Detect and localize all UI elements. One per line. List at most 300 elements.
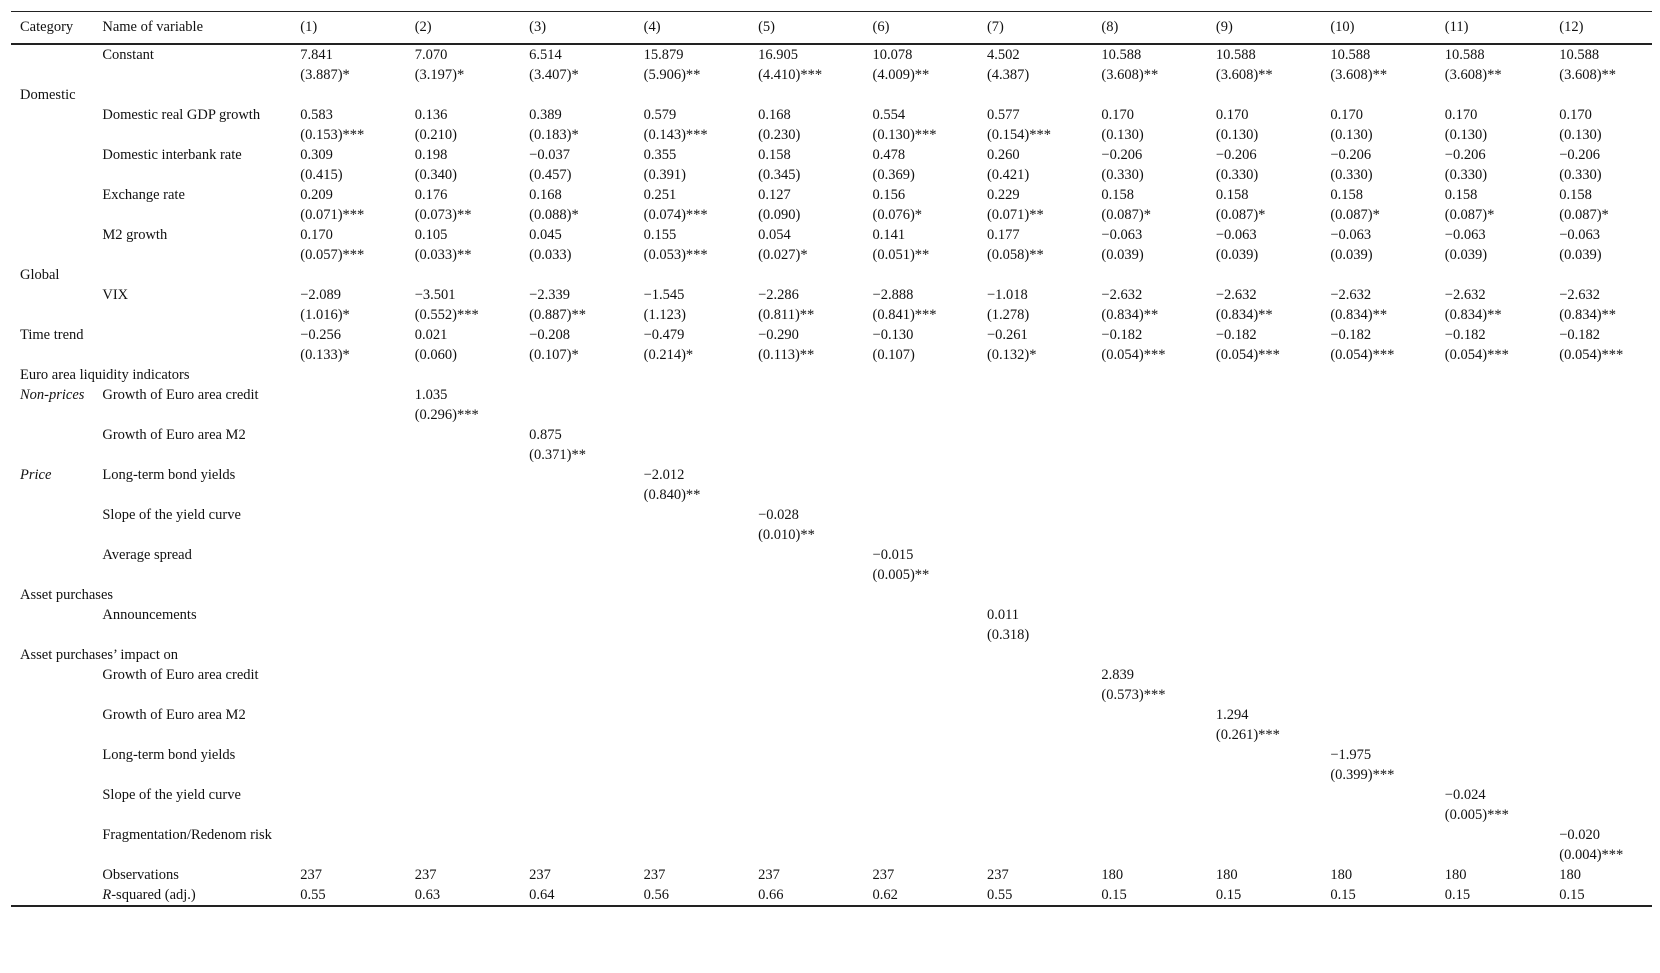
value-cell-model-4	[635, 225, 749, 265]
variable-name-cell: Growth of Euro area M2	[102, 706, 246, 723]
value-cell-model-8	[1092, 865, 1206, 885]
standard-error-value: (0.371)**	[529, 446, 586, 463]
category-cell	[11, 545, 93, 585]
value-cell-model-9	[1207, 605, 1321, 645]
standard-error-value: (0.834)**	[1444, 306, 1502, 323]
coefficient-value: 237	[414, 866, 437, 883]
value-cell-model-1	[291, 145, 405, 185]
coefficient-value: 237	[986, 866, 1009, 883]
value-cell-model-4	[635, 785, 749, 825]
standard-error-value: (0.841)***	[872, 306, 937, 323]
coefficient-value: −0.206	[1215, 146, 1257, 163]
coefficient-value: 0.155	[643, 226, 677, 243]
value-cell-model-4	[635, 505, 749, 545]
value-cell-model-3	[520, 105, 634, 145]
standard-error-value: (0.071)**	[986, 206, 1044, 223]
value-cell-model-4	[635, 105, 749, 145]
value-cell-model-4	[635, 885, 749, 906]
category-cell	[11, 425, 93, 465]
standard-error-value: (0.039)	[1330, 246, 1373, 263]
col-header-model-4: (4)	[635, 12, 749, 44]
summary-row	[11, 885, 1652, 906]
coefficient-value: −2.632	[1559, 286, 1601, 303]
standard-error-value: (0.391)	[643, 166, 686, 183]
value-cell-model-9	[1207, 665, 1321, 705]
section-row	[11, 265, 1652, 285]
value-cell-model-11	[1436, 385, 1550, 425]
value-cell-model-1	[291, 465, 405, 505]
value-cell-model-10	[1321, 705, 1435, 745]
table-row	[11, 105, 1652, 145]
coefficient-value: 0.158	[1101, 186, 1135, 203]
coefficient-value: 16.905	[758, 46, 798, 63]
value-cell-model-4	[635, 425, 749, 465]
value-cell-model-7	[978, 865, 1092, 885]
standard-error-value: (0.130)	[1330, 126, 1373, 143]
coefficient-value: 10.588	[1444, 46, 1485, 63]
value-cell-model-9	[1207, 465, 1321, 505]
standard-error-value: (3.407)*	[529, 66, 579, 83]
col-header-model-9: (9)	[1207, 12, 1321, 44]
category-cell	[11, 745, 93, 785]
value-cell-model-10	[1321, 785, 1435, 825]
variable-name-cell: Fragmentation/Redenom risk	[102, 826, 272, 843]
coefficient-value: 0.170	[1215, 106, 1249, 123]
standard-error-value: (0.005)**	[872, 566, 930, 583]
coefficient-value: −1.018	[986, 286, 1028, 303]
value-cell-model-7	[978, 825, 1092, 865]
value-cell-model-2	[406, 545, 520, 585]
coefficient-value: 0.579	[643, 106, 677, 123]
value-cell-model-6	[864, 465, 978, 505]
standard-error-value: (0.054)***	[1101, 346, 1166, 363]
value-cell-model-9	[1207, 285, 1321, 325]
value-cell-model-8	[1092, 605, 1206, 645]
coefficient-value: −0.024	[1444, 786, 1486, 803]
value-cell-model-6	[864, 705, 978, 745]
value-cell-model-6	[864, 185, 978, 225]
standard-error-value: (0.060)	[414, 346, 457, 363]
value-cell-model-3	[520, 745, 634, 785]
coefficient-value: −0.256	[300, 326, 342, 343]
value-cell-model-9	[1207, 505, 1321, 545]
coefficient-value: 0.158	[1215, 186, 1249, 203]
value-cell-model-8	[1092, 745, 1206, 785]
value-cell-model-6	[864, 385, 978, 425]
coefficient-value: −1.975	[1330, 746, 1372, 763]
standard-error-value: (0.051)**	[872, 246, 930, 263]
standard-error-value: (0.834)**	[1559, 306, 1617, 323]
value-cell-model-6	[864, 425, 978, 465]
value-cell-model-5	[749, 745, 863, 785]
value-cell-model-4	[635, 745, 749, 785]
category-cell	[11, 505, 93, 545]
category-cell: Price	[20, 466, 52, 483]
coefficient-value: 0.63	[414, 886, 441, 903]
coefficient-value: −0.063	[1215, 226, 1257, 243]
value-cell-model-11	[1436, 325, 1550, 365]
value-cell-model-2	[406, 605, 520, 645]
variable-name-cell	[93, 885, 291, 906]
value-cell-model-10	[1321, 225, 1435, 265]
coefficient-value: 0.170	[300, 226, 333, 243]
value-cell-model-2	[406, 425, 520, 465]
coefficient-value: 0.15	[1101, 886, 1127, 903]
standard-error-value: (0.054)***	[1215, 346, 1280, 363]
coefficient-value: 180	[1559, 866, 1581, 883]
coefficient-value: 0.389	[529, 106, 562, 123]
value-cell-model-5	[749, 285, 863, 325]
table-row	[11, 465, 1652, 505]
value-cell-model-8	[1092, 425, 1206, 465]
value-cell-model-11	[1436, 185, 1550, 225]
value-cell-model-5	[749, 705, 863, 745]
variable-name-cell: Domestic real GDP growth	[102, 106, 261, 123]
value-cell-model-7	[978, 545, 1092, 585]
standard-error-value: (0.330)	[1559, 166, 1602, 183]
coefficient-value: 0.021	[414, 326, 448, 343]
coefficient-value: −0.020	[1559, 826, 1601, 843]
value-cell-model-2	[406, 465, 520, 505]
value-cell-model-2	[406, 505, 520, 545]
standard-error-value: (0.421)	[986, 166, 1030, 183]
coefficient-value: 0.158	[1559, 186, 1592, 203]
col-header-model-5: (5)	[749, 12, 863, 44]
value-cell-model-7	[978, 705, 1092, 745]
value-cell-model-4	[635, 665, 749, 705]
col-header-category: Category	[11, 12, 93, 44]
coefficient-value: 0.054	[758, 226, 791, 243]
standard-error-value: (3.887)*	[300, 66, 350, 83]
value-cell-model-3	[520, 185, 634, 225]
coefficient-value: 0.15	[1215, 886, 1242, 903]
value-cell-model-7	[978, 105, 1092, 145]
value-cell-model-2	[406, 225, 520, 265]
variable-name-cell: Slope of the yield curve	[102, 786, 241, 803]
col-header-model-3: (3)	[520, 12, 634, 44]
value-cell-model-3	[520, 785, 634, 825]
coefficient-value: 237	[300, 866, 322, 883]
category-cell	[11, 865, 93, 885]
value-cell-model-5	[749, 385, 863, 425]
value-cell-model-9	[1207, 105, 1321, 145]
standard-error-value: (0.113)**	[758, 346, 815, 363]
value-cell-model-2	[406, 865, 520, 885]
category-cell	[11, 44, 93, 85]
value-cell-model-2	[406, 385, 520, 425]
value-cell-model-1	[291, 225, 405, 265]
standard-error-value: (1.016)*	[300, 306, 350, 323]
value-cell-model-7	[978, 505, 1092, 545]
value-cell-model-4	[635, 865, 749, 885]
value-cell-model-8	[1092, 545, 1206, 585]
standard-error-value: (0.074)***	[643, 206, 708, 223]
standard-error-value: (0.345)	[758, 166, 801, 183]
value-cell-model-10	[1321, 185, 1435, 225]
standard-error-value: (0.130)***	[872, 126, 937, 143]
standard-error-value: (0.087)*	[1215, 206, 1266, 223]
value-cell-model-5	[749, 885, 863, 906]
value-cell-model-3	[520, 665, 634, 705]
coefficient-value: −0.182	[1330, 326, 1372, 343]
value-cell-model-11	[1436, 44, 1550, 85]
value-cell-model-9	[1207, 425, 1321, 465]
value-cell-model-3	[520, 825, 634, 865]
value-cell-model-1	[291, 665, 405, 705]
value-cell-model-6	[864, 665, 978, 705]
section-row	[11, 585, 1652, 605]
coefficient-value: 0.168	[758, 106, 791, 123]
value-cell-model-4	[635, 385, 749, 425]
standard-error-value: (0.296)***	[414, 406, 479, 423]
standard-error-value: (0.039)	[1559, 246, 1602, 263]
standard-error-value: (0.330)	[1444, 166, 1488, 183]
value-cell-model-1	[291, 385, 405, 425]
coefficient-value: 0.127	[758, 186, 791, 203]
value-cell-model-11	[1436, 545, 1550, 585]
variable-name-cell: Domestic interbank rate	[102, 146, 242, 163]
standard-error-value: (0.054)***	[1330, 346, 1395, 363]
value-cell-model-5	[749, 225, 863, 265]
value-cell-model-5	[749, 545, 863, 585]
variable-name-cell: Growth of Euro area M2	[102, 426, 246, 443]
standard-error-value: (0.054)***	[1559, 346, 1624, 363]
value-cell-model-8	[1092, 44, 1206, 85]
value-cell-model-6	[864, 745, 978, 785]
standard-error-value: (0.130)	[1215, 126, 1259, 143]
value-cell-model-3	[520, 285, 634, 325]
standard-error-value: (3.608)**	[1559, 66, 1617, 83]
coefficient-value: 237	[872, 866, 895, 883]
table-row	[11, 425, 1652, 465]
coefficient-value: 0.309	[300, 146, 333, 163]
coefficient-value: 1.035	[414, 386, 448, 403]
standard-error-value: (0.130)	[1444, 126, 1488, 143]
standard-error-value: (1.123)	[643, 306, 686, 323]
standard-error-value: (0.054)***	[1444, 346, 1509, 363]
variable-name-cell: Long-term bond yields	[102, 746, 236, 763]
value-cell-model-9	[1207, 225, 1321, 265]
value-cell-model-5	[749, 44, 863, 85]
value-cell-model-8	[1092, 105, 1206, 145]
variable-name-cell	[93, 325, 291, 365]
value-cell-model-4	[635, 705, 749, 745]
value-cell-model-3	[520, 145, 634, 185]
standard-error-value: (0.076)*	[872, 206, 923, 223]
standard-error-value: (0.004)***	[1559, 846, 1624, 863]
table-row	[11, 44, 1652, 85]
value-cell-model-1	[291, 785, 405, 825]
coefficient-value: 0.260	[986, 146, 1020, 163]
standard-error-value: (3.197)*	[414, 66, 465, 83]
standard-error-value: (3.608)**	[1444, 66, 1502, 83]
standard-error-value: (0.087)*	[1101, 206, 1151, 223]
value-cell-model-4	[635, 285, 749, 325]
value-cell-model-1	[291, 505, 405, 545]
coefficient-value: 180	[1101, 866, 1124, 883]
value-cell-model-2	[406, 105, 520, 145]
table-row	[11, 745, 1652, 785]
standard-error-value: (0.005)***	[1444, 806, 1509, 823]
coefficient-value: 10.588	[1330, 46, 1371, 63]
value-cell-model-11	[1436, 885, 1550, 906]
value-cell-model-2	[406, 885, 520, 906]
value-cell-model-5	[749, 105, 863, 145]
standard-error-value: (0.087)*	[1330, 206, 1380, 223]
value-cell-model-5	[749, 665, 863, 705]
coefficient-value: −0.182	[1101, 326, 1143, 343]
value-cell-model-10	[1321, 745, 1435, 785]
table-row	[11, 705, 1652, 745]
value-cell-model-1	[291, 545, 405, 585]
value-cell-model-4	[635, 185, 749, 225]
value-cell-model-5	[749, 185, 863, 225]
section-label: Asset purchases	[20, 586, 114, 603]
coefficient-value: 0.158	[758, 146, 791, 163]
value-cell-model-6	[864, 44, 978, 85]
standard-error-value: (0.058)**	[986, 246, 1044, 263]
standard-error-value: (0.230)	[758, 126, 801, 143]
coefficient-value: 0.229	[986, 186, 1020, 203]
col-header-model-12: (12)	[1550, 12, 1652, 44]
standard-error-value: (3.608)**	[1215, 66, 1273, 83]
standard-error-value: (0.039)	[1444, 246, 1488, 263]
value-cell-model-4	[635, 545, 749, 585]
value-cell-model-12	[1550, 145, 1652, 185]
value-cell-model-12	[1550, 705, 1652, 745]
coefficient-value: −0.479	[643, 326, 685, 343]
standard-error-value: (3.608)**	[1330, 66, 1388, 83]
coefficient-value: 237	[758, 866, 780, 883]
table-row	[11, 605, 1652, 645]
value-cell-model-10	[1321, 885, 1435, 906]
header-row	[11, 12, 1652, 44]
coefficient-value: 0.55	[986, 886, 1013, 903]
standard-error-value: (0.330)	[1215, 166, 1259, 183]
coefficient-value: −2.632	[1101, 286, 1143, 303]
coefficient-value: 2.839	[1101, 666, 1135, 683]
value-cell-model-6	[864, 825, 978, 865]
coefficient-value: 237	[529, 866, 551, 883]
standard-error-value: (0.153)***	[300, 126, 365, 143]
value-cell-model-7	[978, 285, 1092, 325]
value-cell-model-2	[406, 325, 520, 365]
value-cell-model-2	[406, 185, 520, 225]
standard-error-value: (0.834)**	[1330, 306, 1388, 323]
value-cell-model-3	[520, 425, 634, 465]
coefficient-value: 0.198	[414, 146, 448, 163]
value-cell-model-12	[1550, 225, 1652, 265]
value-cell-model-6	[864, 145, 978, 185]
value-cell-model-12	[1550, 785, 1652, 825]
value-cell-model-7	[978, 785, 1092, 825]
standard-error-value: (0.133)*	[300, 346, 350, 363]
value-cell-model-9	[1207, 865, 1321, 885]
value-cell-model-11	[1436, 865, 1550, 885]
coefficient-value: 0.55	[300, 886, 326, 903]
value-cell-model-9	[1207, 44, 1321, 85]
coefficient-value: 0.64	[529, 886, 555, 903]
value-cell-model-4	[635, 605, 749, 645]
standard-error-value: (0.087)*	[1559, 206, 1609, 223]
col-header-variable: Name of variable	[93, 12, 291, 44]
coefficient-value: 15.879	[643, 46, 684, 63]
standard-error-value: (0.090)	[758, 206, 801, 223]
standard-error-value: (0.132)*	[986, 346, 1037, 363]
variable-name-cell: Growth of Euro area credit	[102, 666, 259, 683]
value-cell-model-5	[749, 865, 863, 885]
table-row	[11, 385, 1652, 425]
value-cell-model-12	[1550, 465, 1652, 505]
value-cell-model-6	[864, 865, 978, 885]
value-cell-model-9	[1207, 885, 1321, 906]
coefficient-value: −0.037	[529, 146, 570, 163]
value-cell-model-9	[1207, 185, 1321, 225]
coefficient-value: 7.841	[300, 46, 333, 63]
value-cell-model-8	[1092, 225, 1206, 265]
value-cell-model-11	[1436, 105, 1550, 145]
coefficient-value: −2.632	[1330, 286, 1372, 303]
table-row	[11, 185, 1652, 225]
coefficient-value: −0.015	[872, 546, 914, 563]
section-label: Euro area liquidity indicators	[20, 366, 190, 383]
value-cell-model-10	[1321, 505, 1435, 545]
value-cell-model-4	[635, 465, 749, 505]
standard-error-value: (0.214)*	[643, 346, 694, 363]
category-cell: Time trend	[20, 326, 84, 343]
coefficient-value: 0.158	[1444, 186, 1478, 203]
standard-error-value: (0.210)	[414, 126, 457, 143]
coefficient-value: −2.012	[643, 466, 685, 483]
coefficient-value: 0.875	[529, 426, 562, 443]
coefficient-value: 0.105	[414, 226, 448, 243]
value-cell-model-8	[1092, 885, 1206, 906]
value-cell-model-12	[1550, 825, 1652, 865]
coefficient-value: −0.063	[1559, 226, 1601, 243]
variable-name-cell: Constant	[102, 46, 154, 63]
value-cell-model-10	[1321, 385, 1435, 425]
standard-error-value: (0.840)**	[643, 486, 701, 503]
coefficient-value: 0.355	[643, 146, 677, 163]
coefficient-value: −0.182	[1559, 326, 1601, 343]
value-cell-model-8	[1092, 385, 1206, 425]
value-cell-model-8	[1092, 505, 1206, 545]
value-cell-model-8	[1092, 705, 1206, 745]
value-cell-model-6	[864, 105, 978, 145]
standard-error-value: (0.039)	[1215, 246, 1259, 263]
value-cell-model-9	[1207, 325, 1321, 365]
value-cell-model-7	[978, 665, 1092, 705]
value-cell-model-2	[406, 145, 520, 185]
coefficient-value: 0.577	[986, 106, 1020, 123]
value-cell-model-11	[1436, 825, 1550, 865]
value-cell-model-12	[1550, 425, 1652, 465]
coefficient-value: 0.136	[414, 106, 448, 123]
coefficient-value: −2.089	[300, 286, 342, 303]
standard-error-value: (0.033)	[529, 246, 572, 263]
section-label: Global	[20, 266, 60, 283]
coefficient-value: 0.170	[1559, 106, 1592, 123]
standard-error-value: (0.340)	[414, 166, 457, 183]
coefficient-value: 10.588	[1215, 46, 1256, 63]
standard-error-value: (5.906)**	[643, 66, 701, 83]
value-cell-model-6	[864, 885, 978, 906]
value-cell-model-4	[635, 145, 749, 185]
value-cell-model-5	[749, 605, 863, 645]
value-cell-model-6	[864, 285, 978, 325]
standard-error-value: (0.130)	[1101, 126, 1144, 143]
value-cell-model-11	[1436, 145, 1550, 185]
